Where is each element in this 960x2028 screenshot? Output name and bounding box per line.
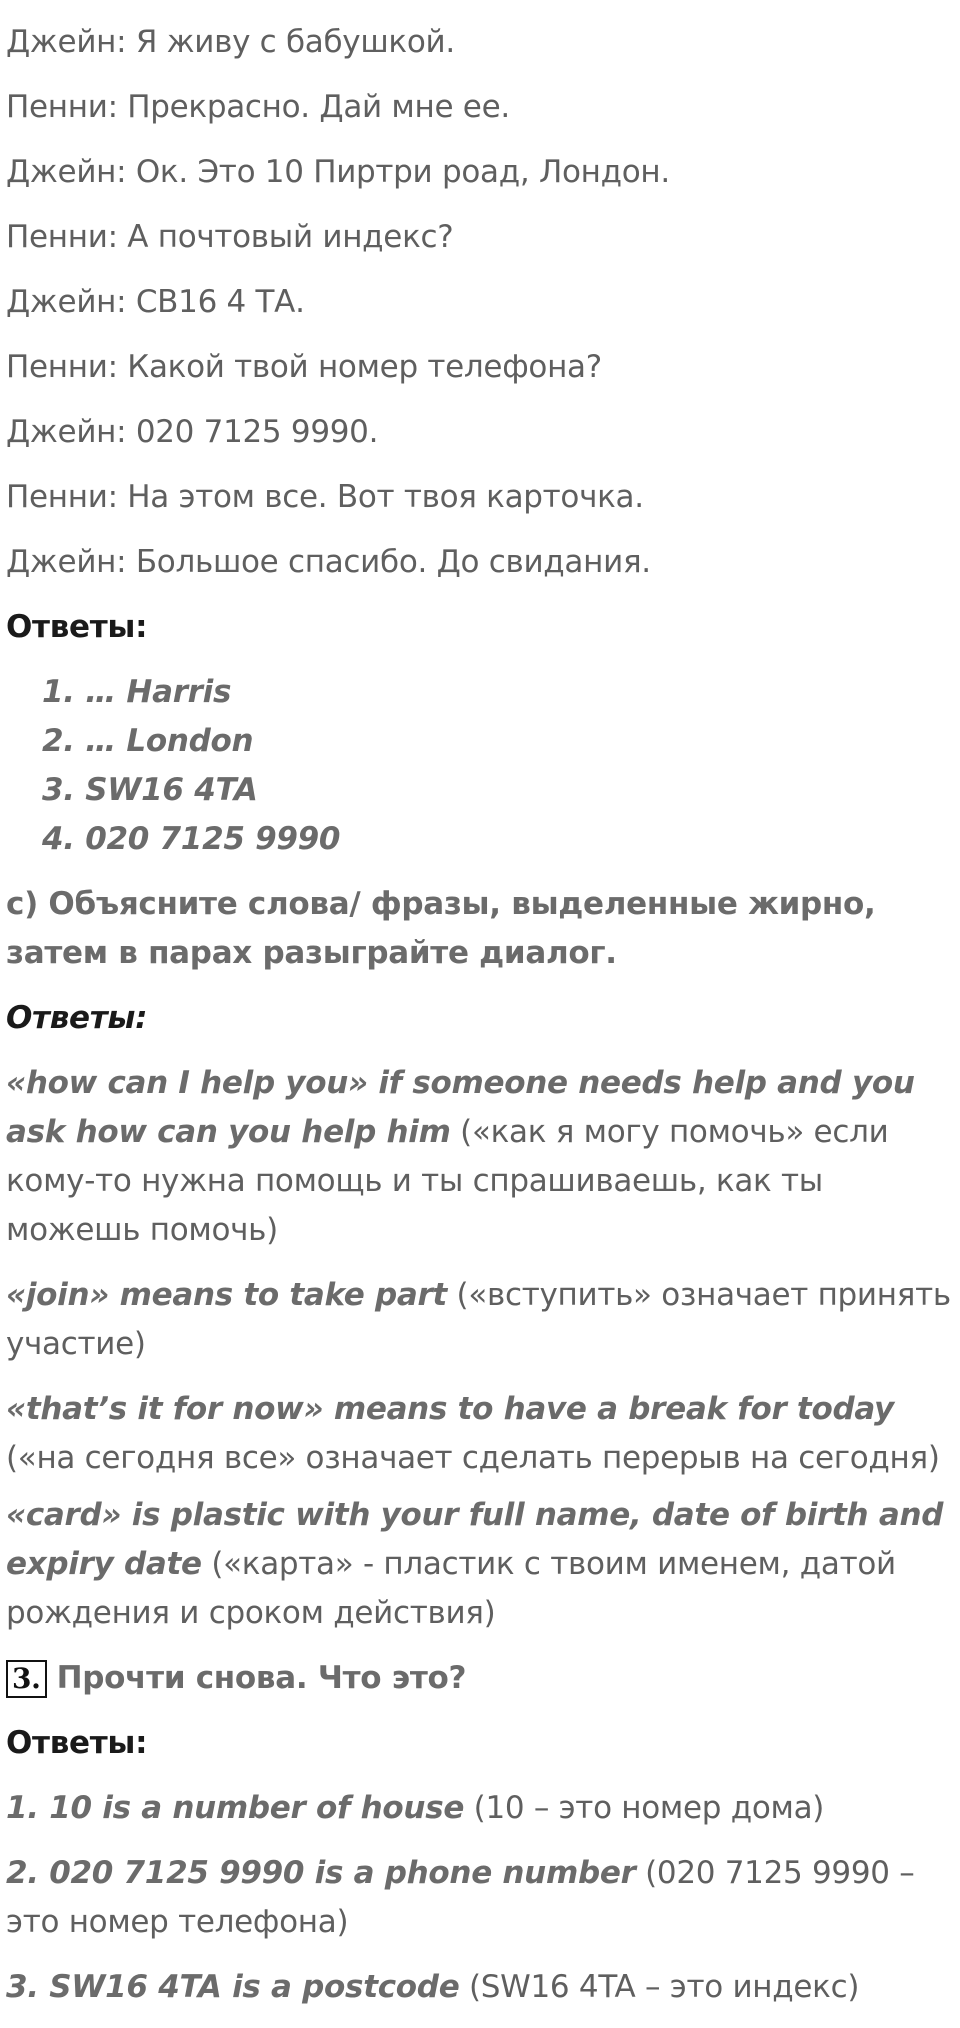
- answer-english: 1. 10 is a number of house: [6, 1790, 465, 1826]
- answer-russian: (10 – это номер дома): [464, 1790, 825, 1826]
- task-3-instruction: Прочти снова. Что это?: [56, 1660, 467, 1696]
- answers-heading: Ответы:: [6, 609, 148, 645]
- dialogue-line: Пенни: Прекрасно. Дай мне ее.: [6, 89, 510, 125]
- answer-item: [6, 1849, 951, 1947]
- dialogue-line: Джейн: Я живу с бабушкой.: [6, 24, 455, 60]
- task-3-heading: [6, 1654, 951, 1703]
- dialogue-line: Пенни: А почтовый индекс?: [6, 219, 454, 255]
- explanation-item: [6, 1271, 951, 1369]
- list-item: 4. 020 7125 9990: [42, 821, 341, 857]
- answer-english: 3. SW16 4TA is a postcode: [6, 1969, 460, 2005]
- explanation-translation: («вступить» означает принять участие): [6, 1277, 951, 1362]
- explanation-translation: («на сегодня все» означает сделать перерыв на сегодня): [6, 1440, 940, 1476]
- answer-russian: (SW16 4TA – это индекс): [459, 1969, 860, 2005]
- answers-heading: Ответы:: [6, 1000, 148, 1036]
- answers-heading: Ответы:: [6, 1725, 148, 1761]
- explanation-phrase: «how can I help you» if someone needs help and you ask how can you help him: [6, 1065, 915, 1150]
- dialogue-line: Джейн: Ок. Это 10 Пиртри роад, Лондон.: [6, 154, 670, 190]
- explanation-item: [6, 1491, 951, 1638]
- explanation-phrase: «join» means to take part: [6, 1277, 447, 1313]
- answer-russian: (020 7125 9990 – это номер телефона): [6, 1855, 915, 1940]
- dialogue-line: Пенни: Какой твой номер телефона?: [6, 349, 602, 385]
- explanation-phrase: «that’s it for now» means to have a break for today: [6, 1391, 894, 1427]
- answer-item: [6, 1784, 951, 1833]
- task-c-instruction: c) Объясните слова/ фразы, выделенные жирно, затем в парах разыграйте диалог.: [6, 886, 876, 971]
- document-page: [6, 18, 951, 2028]
- dialogue-line: Пенни: На этом все. Вот твоя карточка.: [6, 479, 644, 515]
- list-item: 3. SW16 4TA: [42, 772, 258, 808]
- dialogue-line: Джейн: СВ16 4 ТА.: [6, 284, 305, 320]
- explanation-translation: («карта» - пластик с твоим именем, датой рождения и сроком действия): [6, 1546, 896, 1631]
- answers-list: [42, 668, 951, 864]
- answer-english: 2. 020 7125 9990 is a phone number: [6, 1855, 636, 1891]
- answer-item: [6, 1963, 951, 2012]
- list-item: 2. … London: [42, 723, 254, 759]
- explanation-item: [6, 1385, 951, 1483]
- dialogue-line: Джейн: Большое спасибо. До свидания.: [6, 544, 651, 580]
- explanation-phrase: «card» is plastic with your full name, date of birth and expiry date: [6, 1497, 944, 1582]
- dialogue-line: Джейн: 020 7125 9990.: [6, 414, 379, 450]
- explanation-item: [6, 1059, 951, 1255]
- list-item: 1. … Harris: [42, 674, 232, 710]
- explanation-translation: («как я могу помочь» если кому-то нужна помощь и ты спрашиваешь, как ты можешь помочь): [6, 1114, 889, 1248]
- task-number-box: 3.: [6, 1660, 47, 1698]
